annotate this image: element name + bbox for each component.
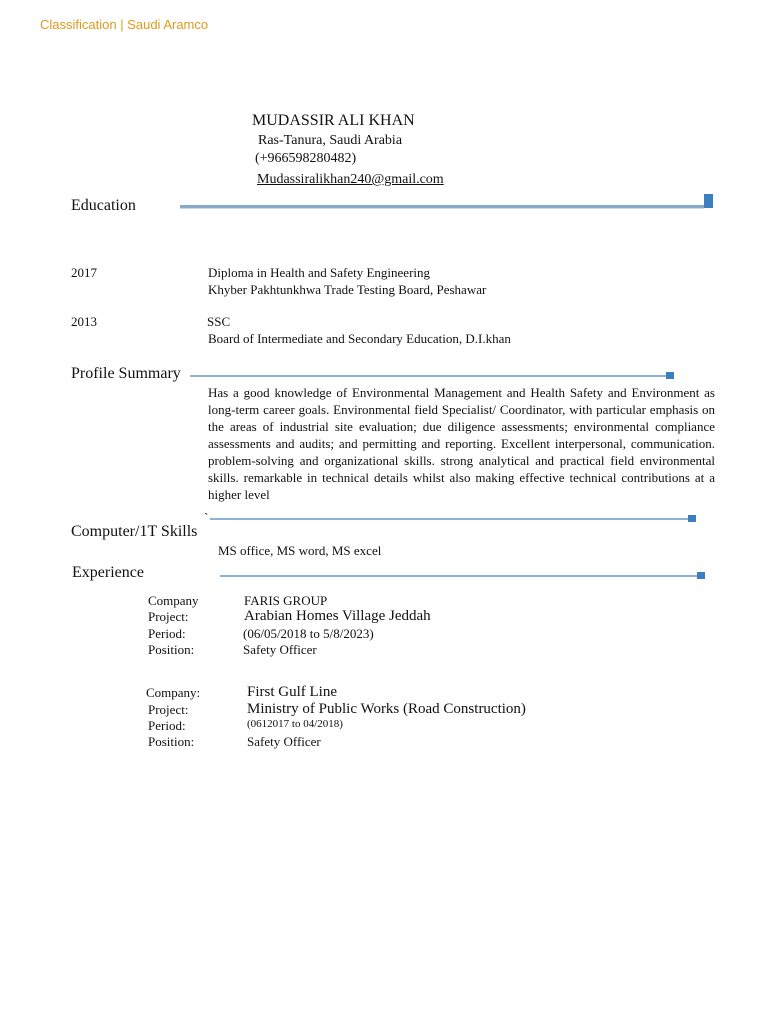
position-value: Safety Officer bbox=[247, 734, 321, 749]
divider-end-marker bbox=[704, 194, 713, 208]
period-label: Period: bbox=[148, 626, 186, 641]
position-label: Position: bbox=[148, 642, 195, 657]
profile-summary-text: Has a good knowledge of Environmental Management and Health Safety and Environment as long-term career goals. Environmental field Specialist/ Coordinator, with particular emphasis on the areas of industrial site evaluation; due diligence assessments; environmental compliance assessments and audits; and permitting and reporting. Excellent interpersonal, communication. problem-solving and organizational skills. strong analytical and practical field environmental skills. remarkable in technical details whilst also making effective technical contributions at a higher level bbox=[208, 385, 715, 502]
phone-number: (+966598280482) bbox=[255, 151, 357, 166]
section-heading-profile-summary: Profile Summary bbox=[71, 365, 181, 382]
section-heading-education: Education bbox=[71, 197, 136, 214]
section-heading-experience: Experience bbox=[72, 564, 144, 581]
company-label: Company bbox=[148, 593, 199, 608]
section-divider bbox=[190, 375, 666, 377]
skills-list: MS office, MS word, MS excel bbox=[218, 543, 382, 558]
email-link[interactable]: Mudassiralikhan240@gmail.com bbox=[257, 172, 444, 187]
project-name: Arabian Homes Village Jeddah bbox=[244, 608, 431, 624]
applicant-name: MUDASSIR ALI KHAN bbox=[252, 112, 415, 129]
project-label: Project: bbox=[148, 609, 189, 624]
position-label: Position: bbox=[148, 734, 195, 749]
company-name: First Gulf Line bbox=[247, 684, 337, 700]
section-divider bbox=[210, 518, 688, 520]
classification-label: Classification | Saudi Aramco bbox=[40, 17, 209, 32]
education-institution: Board of Intermediate and Secondary Education, D.I.khan bbox=[208, 331, 511, 346]
location: Ras-Tanura, Saudi Arabia bbox=[258, 133, 403, 148]
company-label: Company: bbox=[146, 685, 201, 700]
project-name: Ministry of Public Works (Road Construction) bbox=[247, 701, 526, 717]
section-divider bbox=[220, 575, 697, 577]
education-title: Diploma in Health and Safety Engineering bbox=[208, 265, 431, 280]
divider-end-marker bbox=[697, 572, 705, 579]
position-value: Safety Officer bbox=[243, 642, 317, 657]
stray-tick-mark: ` bbox=[204, 510, 209, 525]
education-year: 2017 bbox=[71, 265, 97, 280]
section-heading-skills: Computer/1T Skills bbox=[71, 523, 198, 540]
education-year: 2013 bbox=[71, 314, 97, 329]
section-divider bbox=[180, 205, 704, 209]
education-title: SSC bbox=[207, 314, 231, 329]
education-institution: Khyber Pakhtunkhwa Trade Testing Board, Peshawar bbox=[208, 282, 487, 297]
divider-end-marker bbox=[666, 372, 674, 379]
divider-end-marker bbox=[688, 515, 696, 522]
company-name: FARIS GROUP bbox=[244, 593, 328, 608]
period-value: (0612017 to 04/2018) bbox=[247, 718, 343, 730]
project-label: Project: bbox=[148, 702, 189, 717]
period-label: Period: bbox=[148, 718, 186, 733]
period-value: (06/05/2018 to 5/8/2023) bbox=[243, 626, 374, 641]
